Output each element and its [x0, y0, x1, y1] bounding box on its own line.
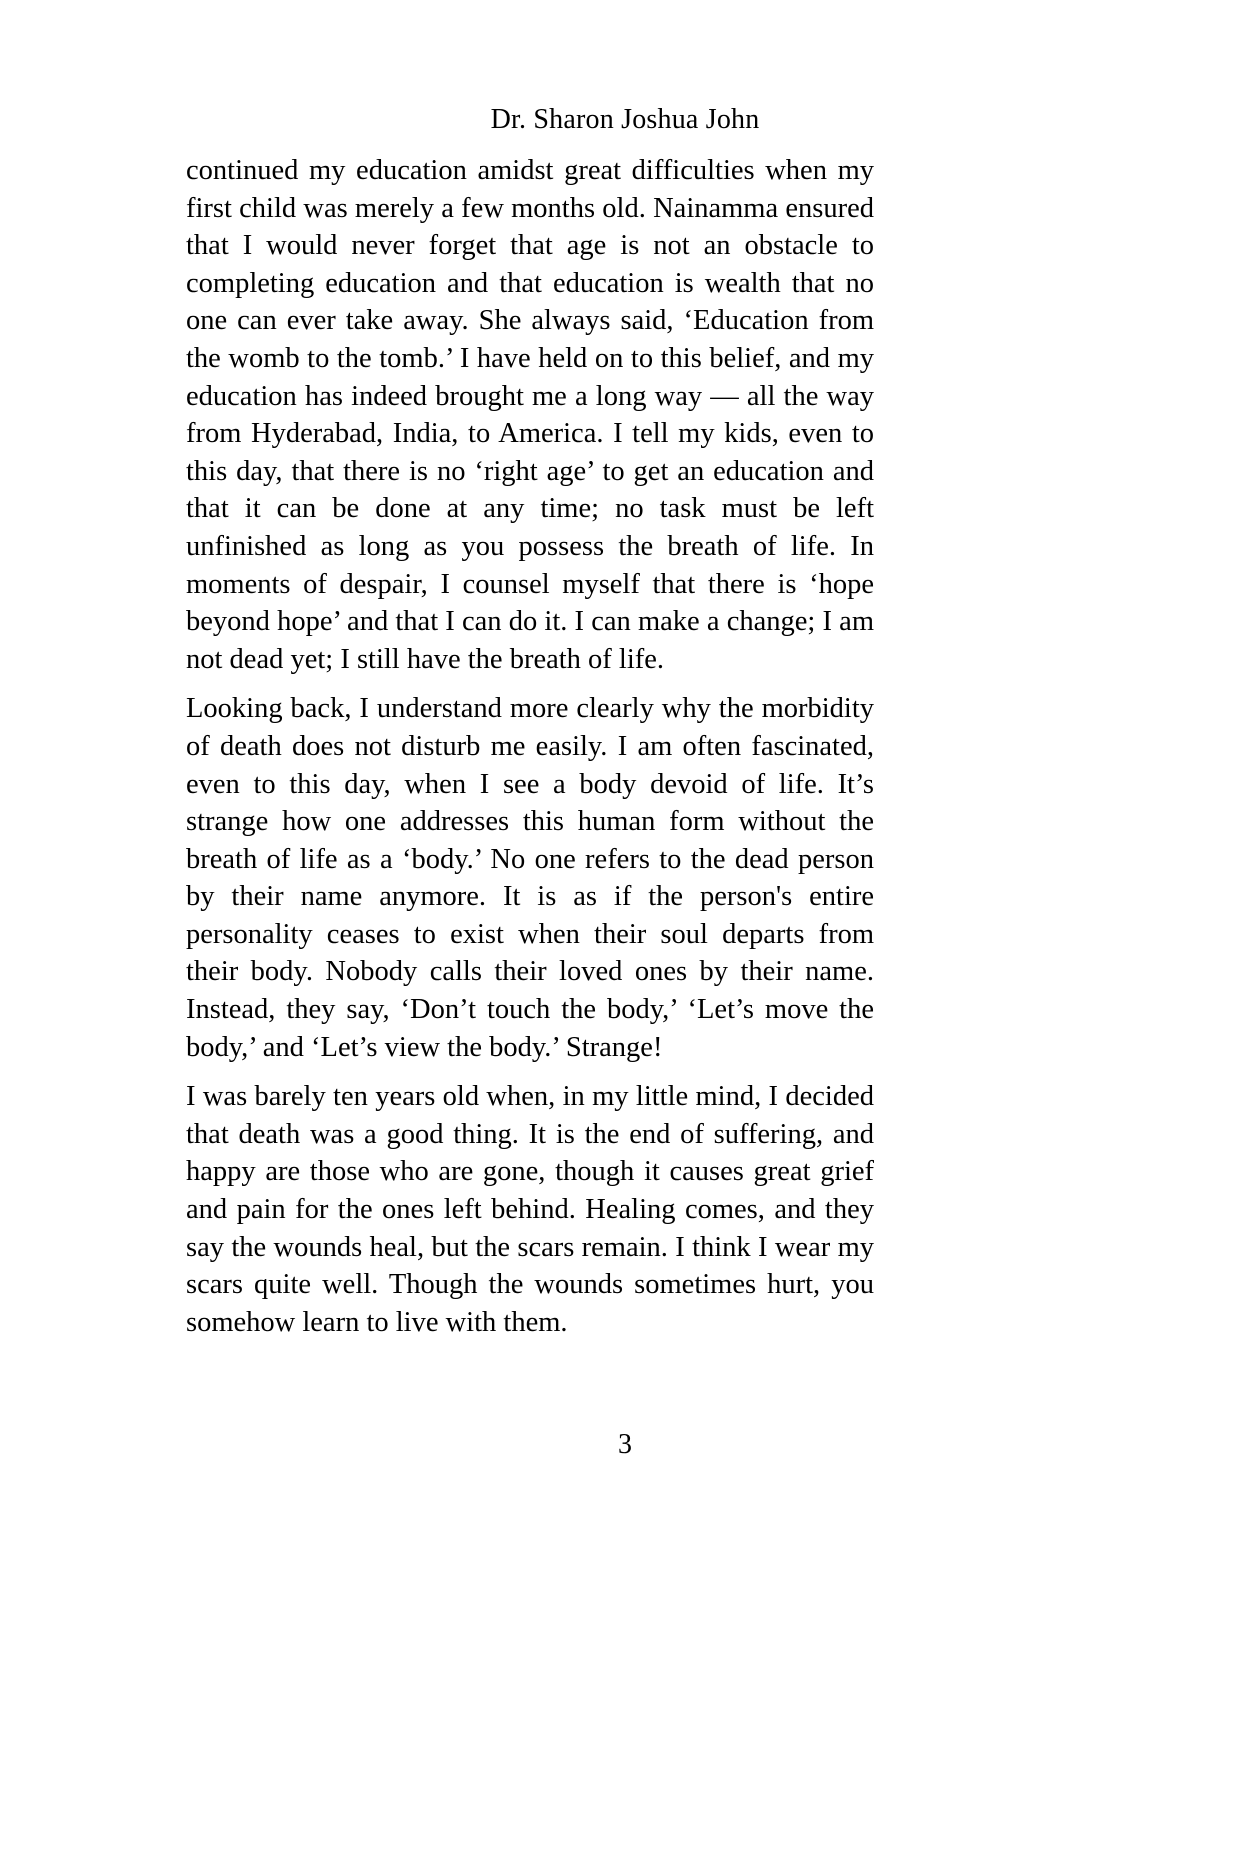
page-number: 3 — [618, 1429, 632, 1460]
paragraph: I was barely ten years old when, in my little mind, I decided that death was a good thing. It is the end of suffering, and happy are those who are gone, though it causes great grief and pain for the ones left behind. Healing comes, and they say the wounds heal, but the scars remain. I think I wear my scars quite well. Though the wounds sometimes hurt, you somehow learn to live with them. — [186, 1081, 874, 1338]
body-text — [186, 152, 874, 1341]
paragraph: Looking back, I understand more clearly why the morbidity of death does not disturb me easily. I am often fascinated, even to this day, when I see a body devoid of life. It’s strange how one addresses this human form without the breath of life as a ‘body.’ No one refers to the dead person by their name anymore. It is as if the person's entire personality ceases to exist when their soul departs from their body. Nobody calls their loved ones by their name. Instead, they say, ‘Don’t touch the body,’ ‘Let’s move the body,’ and ‘Let’s view the body.’ Strange! — [186, 693, 874, 1063]
paragraph: continued my education amidst great difficulties when my first child was merely a few months old. Nainamma ensured that I would never forget that age is not an obstacle to completing education and that education is wealth that no one can ever take away. She always said, ‘Education from the womb to the tomb.’ I have held on to this belief, and my education has indeed brought me a long way — all the way from Hyderabad, India, to America. I tell my kids, even to this day, that there is no ‘right age’ to get an education and that it can be done at any time; no task must be left unfinished as long as you possess the breath of life. In moments of despair, I counsel myself that there is ‘hope beyond hope’ and that I can do it. I can make a change; I am not dead yet; I still have the breath of life. — [186, 155, 874, 675]
running-head: Dr. Sharon Joshua John — [490, 104, 760, 135]
